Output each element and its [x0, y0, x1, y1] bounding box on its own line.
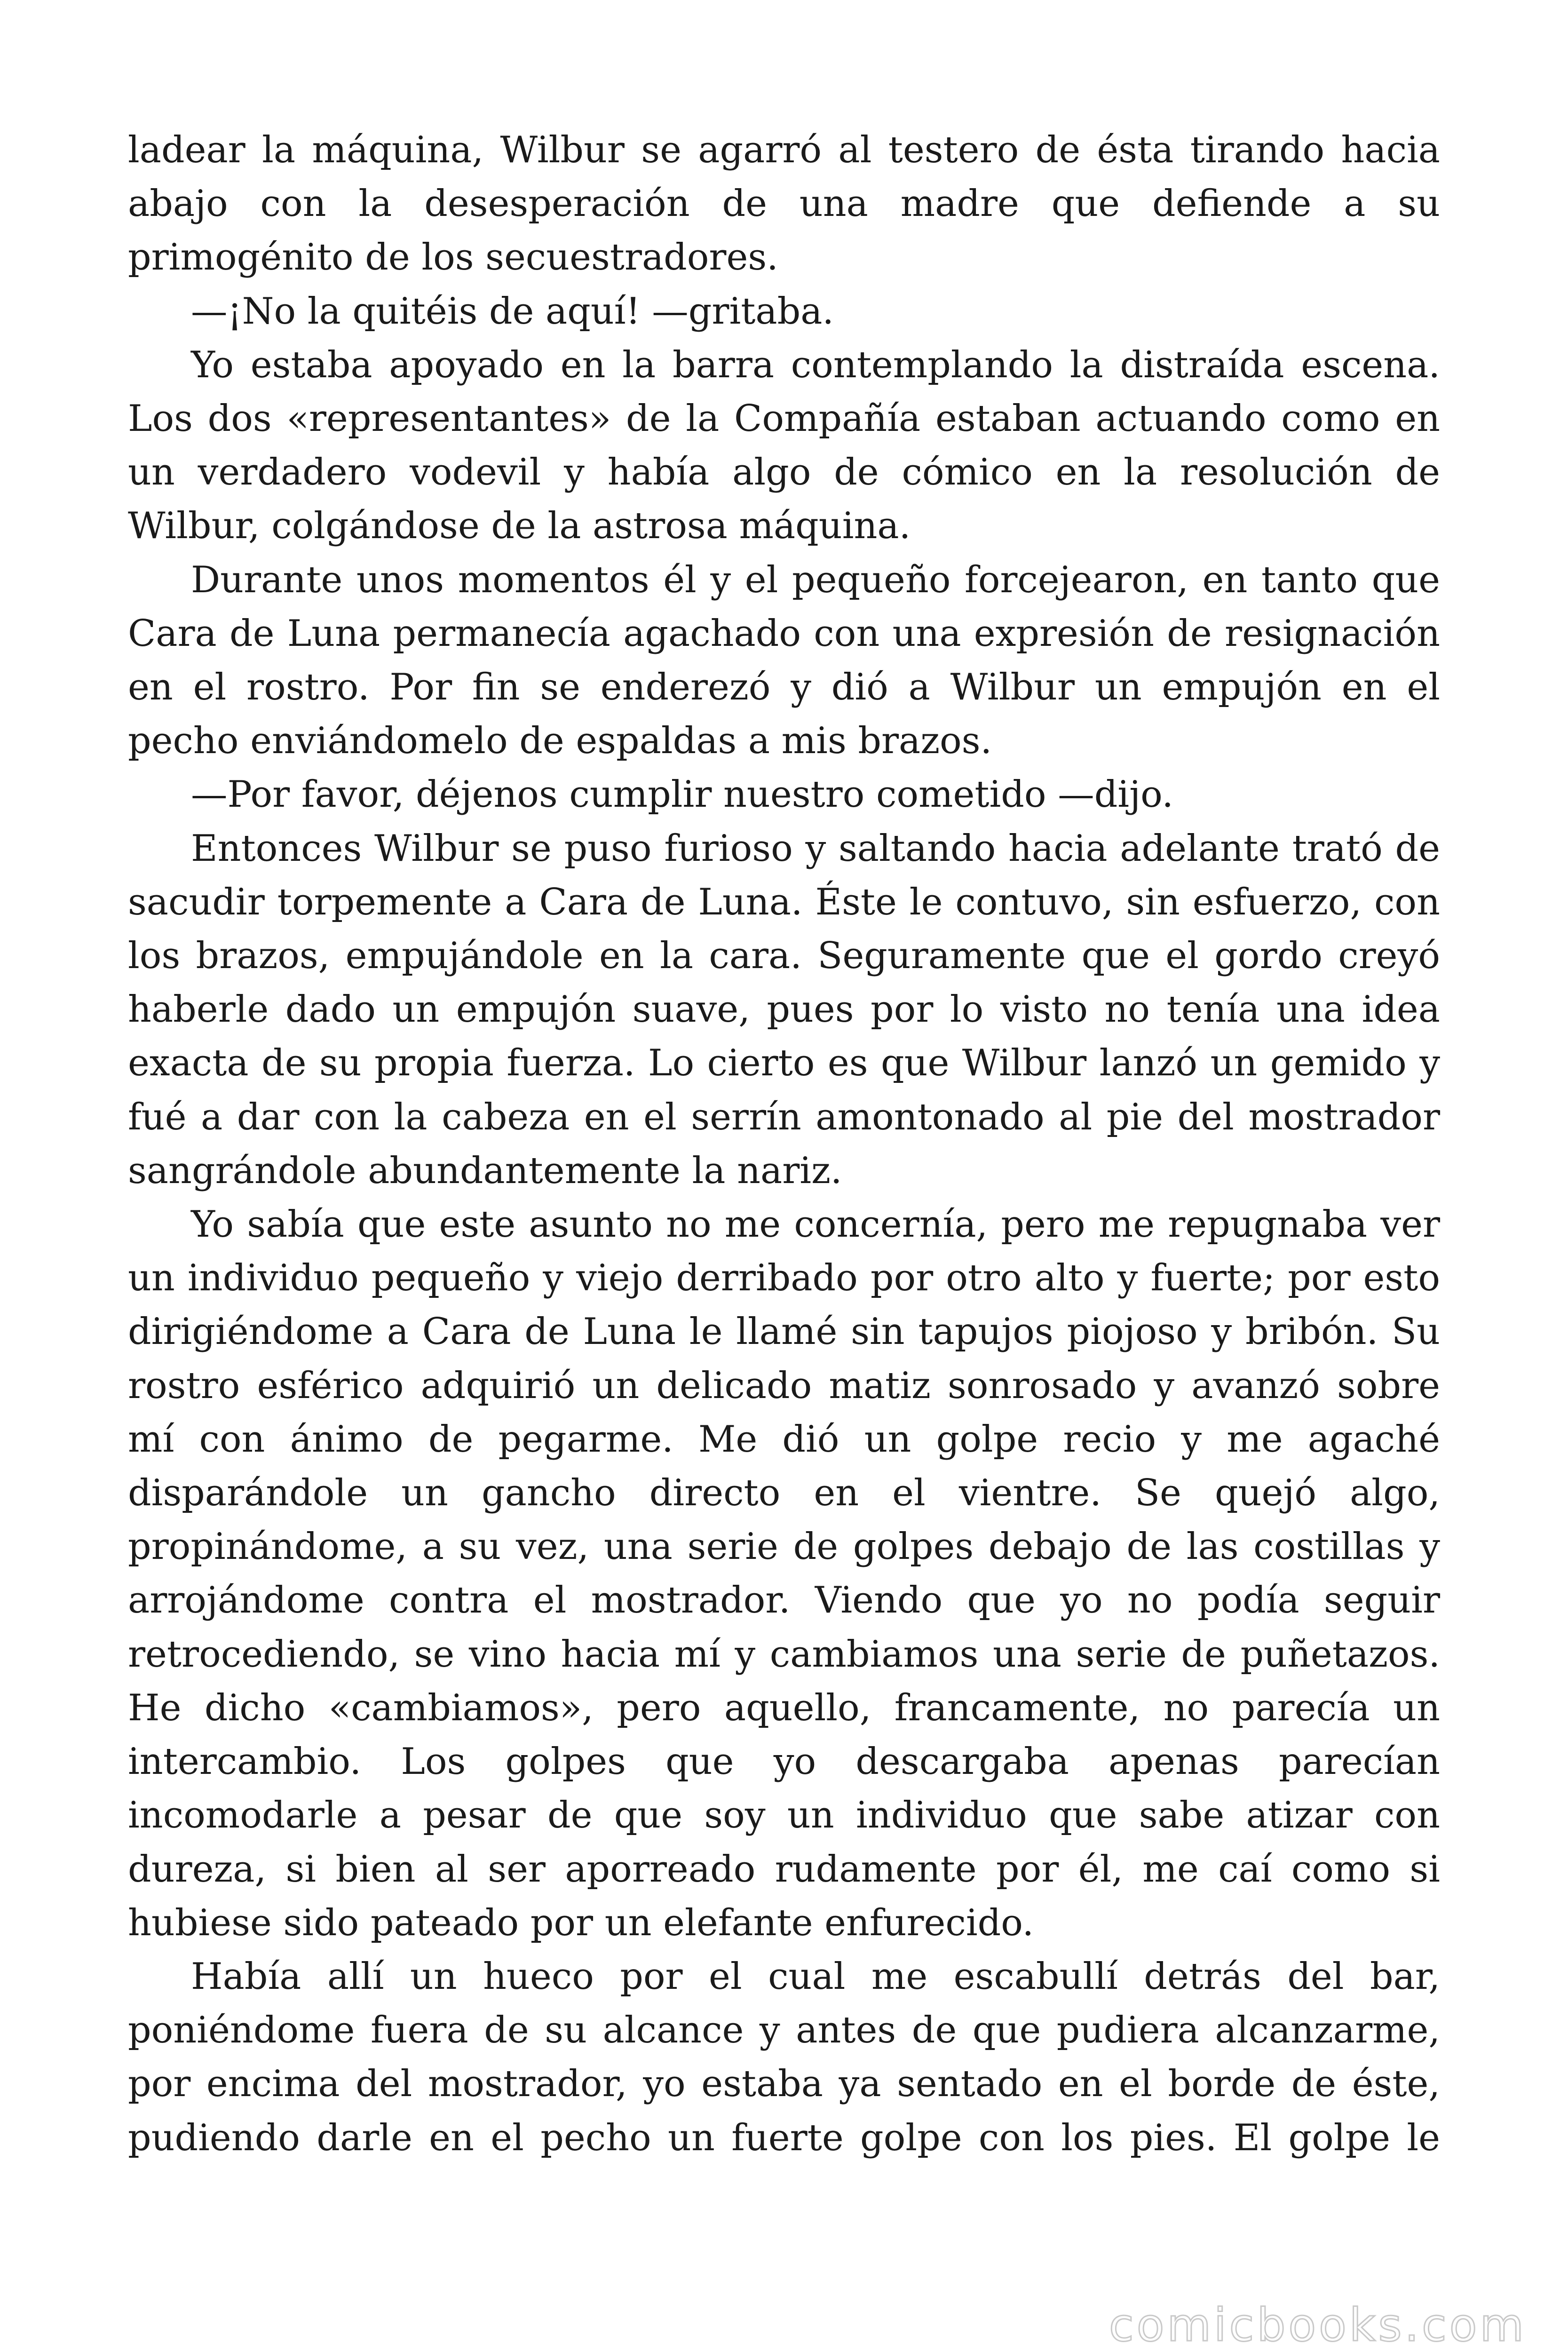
paragraph-barra: Yo estaba apoyado en la barra contemplando la distraída escena. Los dos «representantes» de la Compañía estaban actuando como en un verdadero vodevil y había algo de cómico en la resolución de Wilbur, colgándose de la astrosa máquina.	[128, 343, 1440, 548]
paragraph-dialogue-cometido: —Por favor, déjenos cumplir nuestro cometido —dijo.	[191, 773, 1174, 816]
paragraph-pelea: Yo sabía que este asunto no me concernía, pero me repugnaba ver un individuo pequeño y viejo derribado por otro alto y fuerte; por esto dirigiéndome a Cara de Luna le llamé sin tapujos piojoso y bribón. Su rostro esférico adquirió un delicado matiz sonrosado y avanzó sobre mí con ánimo de pegarme. Me dió un golpe recio y me agaché disparándole un gancho directo en el vientre. Se quejó algo, propinándome, a su vez, una serie de golpes debajo de las costillas y arrojándome contra el mostrador. Viendo que yo no podía seguir retrocediendo, se vino hacia mí y cambiamos una serie de puñetazos. He dicho «cambiamos», pero aquello, francamente, no parecía un intercambio. Los golpes que yo descargaba apenas parecían incomodarle a pesar de que soy un individuo que sabe atizar con dureza, si bien al ser aporreado rudamente por él, me caí como si hubiese sido pateado por un elefante enfurecido.	[128, 1203, 1440, 1944]
paragraph-continuation: ladear la máquina, Wilbur se agarró al testero de ésta tirando hacia abajo con la desesperación de una madre que defiende a su primogénito de los secuestradores.	[128, 129, 1440, 279]
paragraph-forcejearon: Durante unos momentos él y el pequeño forcejearon, en tanto que Cara de Luna permanecía agachado con una expresión de resignación en el rostro. Por fin se enderezó y dió a Wilbur un empujón en el pecho enviándomelo de espaldas a mis brazos.	[128, 558, 1440, 763]
paragraph-dialogue-gritaba: —¡No la quitéis de aquí! —gritaba.	[191, 290, 834, 333]
paragraph-hueco: Había allí un hueco por el cual me escabullí detrás del bar, poniéndome fuera de su alcance y antes de que pudiera alcanzarme, por encima del mostrador, yo estaba ya sentado en el borde de éste, pudiendo darle en el pecho un fuerte golpe con los pies. El golpe le	[128, 1955, 1440, 2159]
paragraph-wilbur-furioso: Entonces Wilbur se puso furioso y saltando hacia adelante trató de sacudir torpemente a Cara de Luna. Éste le contuvo, sin esfuerzo, con los brazos, empujándole en la cara. Seguramente que el gordo creyó haberle dado un empujón suave, pues por lo visto no tenía una idea exacta de su propia fuerza. Lo cierto es que Wilbur lanzó un gemido y fué a dar con la cabeza en el serrín amontonado al pie del mostrador sangrándole abundantemente la nariz.	[128, 827, 1440, 1192]
watermark-logo: comicbooks.com	[1109, 2299, 1527, 2352]
body-text	[128, 123, 1440, 2165]
